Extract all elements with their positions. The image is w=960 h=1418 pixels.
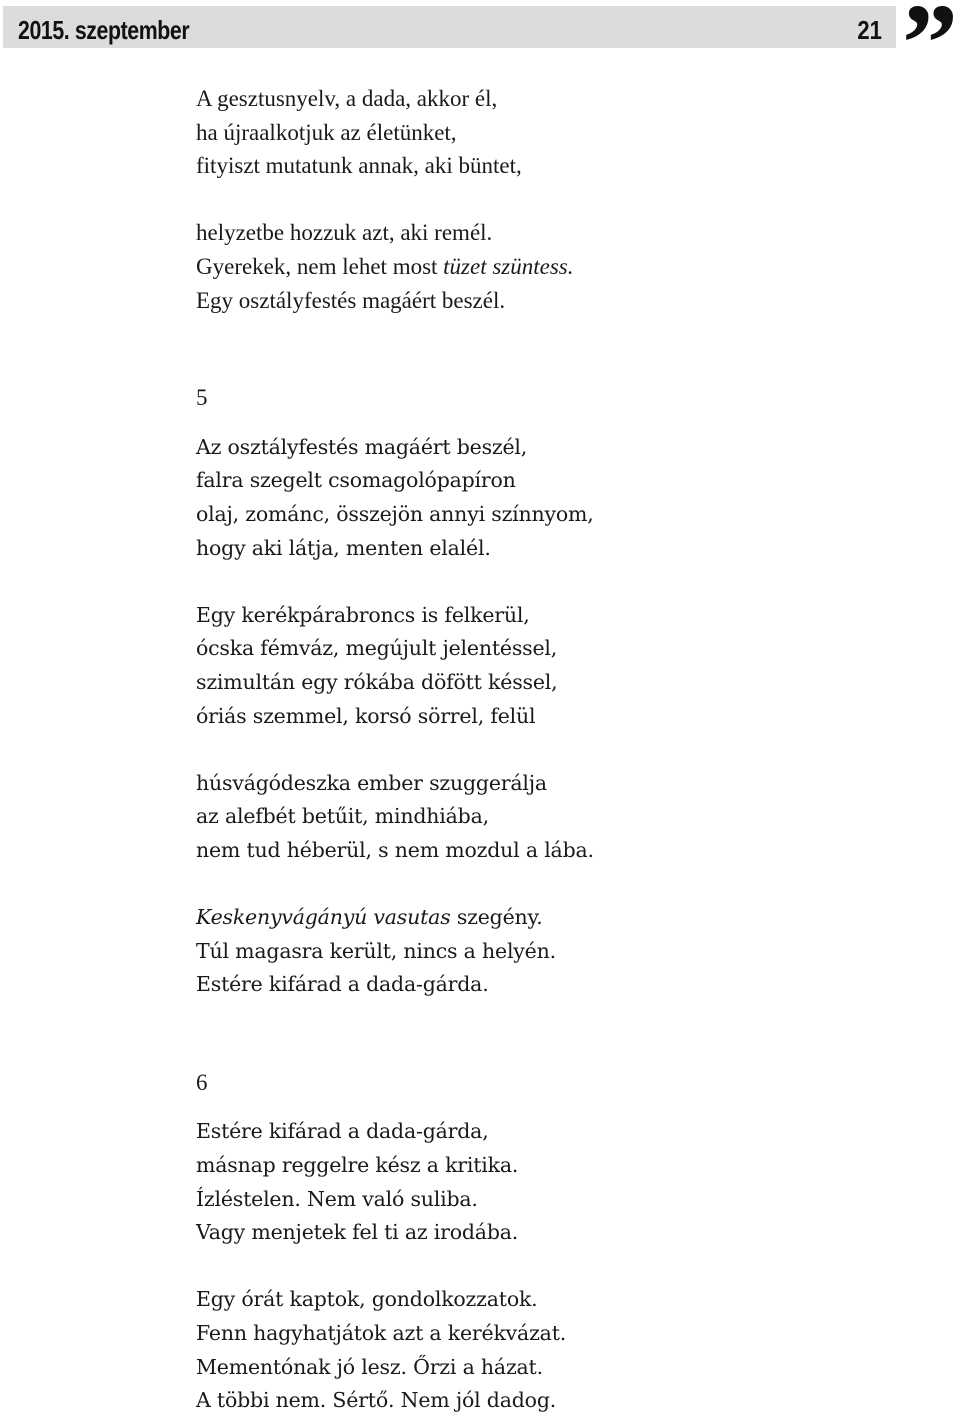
- stanza: [196, 901, 594, 1002]
- stanza: [196, 767, 594, 868]
- italic-phrase: tüzet szüntess.: [443, 253, 574, 279]
- poem-line: Egy osztályfestés magáért beszél.: [196, 287, 506, 313]
- poem-line: az alefbét betűit, mindhiába,: [196, 804, 489, 829]
- poem-line: A többi nem. Sértő. Nem jól dadog.: [196, 1388, 557, 1413]
- line-text: Gyerekek, nem lehet most: [196, 253, 444, 279]
- poem-line: ha újraalkotjuk az életünket,: [196, 119, 457, 145]
- poem-line: Egy órát kaptok, gondolkozzatok.: [196, 1287, 538, 1312]
- poem-line: Estére kifárad a dada-gárda.: [196, 972, 489, 997]
- line-text: szegény.: [450, 905, 543, 930]
- italic-phrase: Keskenyvágányú vasutas: [196, 905, 451, 930]
- poem-line: Fenn hagyhatjátok azt a kerékvázat.: [196, 1321, 567, 1345]
- poem-line: nem tud héberül, s nem mozdul a lába.: [196, 837, 594, 862]
- stanza: [196, 82, 594, 183]
- poem-line: Túl magasra került, nincs a helyén.: [196, 938, 556, 963]
- poem-line: Estére kifárad a dada-gárda,: [196, 1119, 489, 1144]
- stanza: [196, 1115, 594, 1249]
- poem-line: A gesztusnyelv, a dada, akkor él,: [196, 86, 498, 111]
- poem-line: Vagy menjetek fel ti az irodába.: [196, 1220, 519, 1245]
- poem-line: ócska fémváz, megújult jelentéssel,: [196, 636, 558, 661]
- poem-line: húsvágódeszka ember szuggerálja: [196, 770, 547, 795]
- poem-line: olaj, zománc, összejön annyi színnyom,: [196, 501, 594, 526]
- poem-line: [196, 250, 594, 284]
- poem-line: óriás szemmel, korsó sörrel, felül: [196, 703, 536, 728]
- poem-line: Ízléstelen. Nem való suliba.: [196, 1186, 478, 1211]
- section-number: 5: [196, 385, 208, 411]
- page-header: [3, 6, 896, 48]
- section-number: 6: [196, 1069, 208, 1095]
- poem-line: Mementónak jó lesz. Őrzi a házat.: [196, 1354, 543, 1379]
- poem-line: hogy aki látja, menten elalél.: [196, 535, 491, 560]
- poem-body: [196, 82, 594, 1418]
- stanza: [196, 431, 594, 565]
- issue-date: 2015. szeptember: [18, 15, 190, 45]
- poem-line: [196, 901, 594, 935]
- poem-line: Az osztályfestés magáért beszél,: [196, 434, 528, 459]
- poem-line: helyzetbe hozzuk azt, aki remél.: [196, 220, 493, 246]
- stanza: [196, 1283, 594, 1417]
- closing-quote-icon: ”: [902, 0, 958, 106]
- stanza: [196, 216, 594, 317]
- poem-line: szimultán egy rókába döfött késsel,: [196, 669, 558, 694]
- poem-line: falra szegelt csomagolópapíron: [196, 468, 516, 493]
- poem-line: másnap reggelre kész a kritika.: [196, 1153, 519, 1178]
- stanza: [196, 599, 594, 733]
- page-number: 21: [857, 15, 882, 45]
- poem-line: Egy kerékpárabroncs is felkerül,: [196, 602, 530, 627]
- poem-line: fityiszt mutatunk annak, aki büntet,: [196, 153, 522, 179]
